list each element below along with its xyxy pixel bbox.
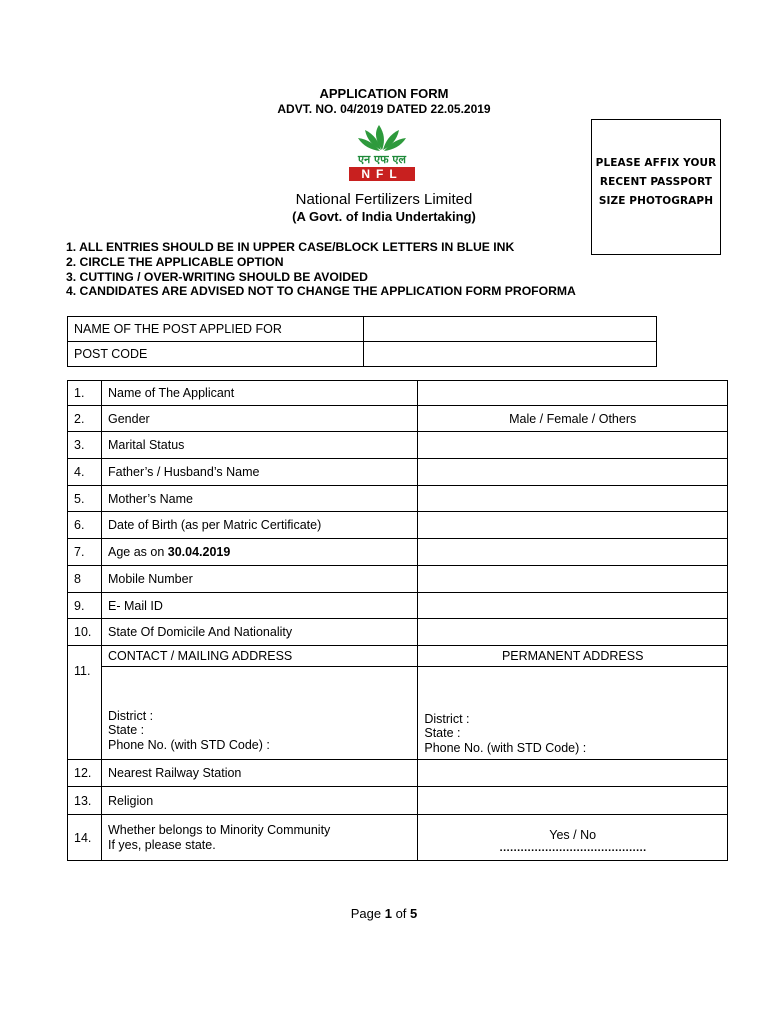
- table-row: [68, 512, 728, 539]
- table-row: [68, 593, 728, 619]
- row-label: Date of Birth (as per Matric Certificate): [101, 512, 417, 539]
- row-number: 10.: [68, 619, 102, 646]
- row-number: 2.: [68, 406, 102, 432]
- row-label: Mobile Number: [101, 566, 417, 593]
- row-label: Mother’s Name: [101, 486, 417, 512]
- row-number: 14.: [68, 815, 102, 861]
- instruction-2: 2. CIRCLE THE APPLICABLE OPTION: [66, 254, 284, 269]
- contact-address-header: CONTACT / MAILING ADDRESS: [101, 646, 417, 667]
- advertisement-number: ADVT. NO. 04/2019 DATED 22.05.2019: [277, 102, 491, 116]
- company-subtitle: (A Govt. of India Undertaking): [292, 209, 476, 224]
- page-number: [0, 906, 768, 921]
- nfl-logo-graphic: [343, 122, 421, 182]
- table-row: [68, 406, 728, 432]
- logo-nfl-text: NFL: [361, 167, 403, 181]
- table-row: [68, 619, 728, 646]
- address-header-row: [68, 646, 728, 667]
- minority-options: Yes / No: [549, 827, 597, 842]
- row-number: 9.: [68, 593, 102, 619]
- age-field[interactable]: [418, 539, 728, 566]
- minority-line-2: If yes, please state.: [107, 837, 216, 852]
- row-number: 11.: [68, 646, 102, 760]
- domicile-field[interactable]: [418, 619, 728, 646]
- table-row: [68, 815, 728, 861]
- minority-label: [101, 815, 417, 861]
- post-name-row: [68, 317, 657, 342]
- minority-line-1: Whether belongs to Minority Community: [107, 822, 331, 837]
- page-of: of: [391, 906, 411, 921]
- applicant-name-field[interactable]: [418, 381, 728, 406]
- row-number: 12.: [68, 760, 102, 787]
- permanent-phone: Phone No. (with STD Code) :: [424, 740, 587, 755]
- father-husband-name-field[interactable]: [418, 459, 728, 486]
- address-body-row: [68, 667, 728, 760]
- row-number: 8: [68, 566, 102, 593]
- email-field[interactable]: [418, 593, 728, 619]
- row-number: 7.: [68, 539, 102, 566]
- post-code-row: [68, 342, 657, 367]
- instruction-1: 1. ALL ENTRIES SHOULD BE IN UPPER CASE/BLOCK LETTERS IN BLUE INK: [66, 240, 515, 254]
- post-name-label: NAME OF THE POST APPLIED FOR: [68, 317, 364, 342]
- photo-line-1: PLEASE AFFIX YOUR: [595, 157, 717, 169]
- table-row: [68, 459, 728, 486]
- row-label: Gender: [101, 406, 417, 432]
- minority-field[interactable]: [418, 815, 728, 861]
- marital-status-field[interactable]: [418, 432, 728, 459]
- mobile-number-field[interactable]: [418, 566, 728, 593]
- photo-line-3: SIZE PHOTOGRAPH: [598, 195, 714, 207]
- row-label: State Of Domicile And Nationality: [101, 619, 417, 646]
- table-row: [68, 432, 728, 459]
- table-row: [68, 566, 728, 593]
- mother-name-field[interactable]: [418, 486, 728, 512]
- row-label: Religion: [101, 787, 417, 815]
- table-row: [68, 486, 728, 512]
- nfl-logo: [343, 122, 421, 182]
- railway-station-field[interactable]: [418, 760, 728, 787]
- table-row: [68, 381, 728, 406]
- contact-phone: Phone No. (with STD Code) :: [107, 737, 270, 752]
- applicant-details-table: [67, 380, 728, 861]
- page-prefix: Page: [350, 906, 385, 921]
- row-label: Nearest Railway Station: [101, 760, 417, 787]
- age-label-text: Age as on: [107, 545, 168, 559]
- age-date: 30.04.2019: [167, 545, 231, 559]
- post-code-field[interactable]: [364, 342, 657, 367]
- row-label: Marital Status: [101, 432, 417, 459]
- permanent-address-header: PERMANENT ADDRESS: [418, 646, 728, 667]
- gender-options[interactable]: Male / Female / Others: [418, 406, 728, 432]
- row-number: 6.: [68, 512, 102, 539]
- instruction-4: 4. CANDIDATES ARE ADVISED NOT TO CHANGE THE APPLICATION FORM PROFORMA: [66, 284, 576, 299]
- row-label: E- Mail ID: [101, 593, 417, 619]
- photo-instructions: [596, 154, 717, 211]
- table-row: [68, 787, 728, 815]
- permanent-state: State :: [424, 726, 461, 740]
- row-label: Father’s / Husband’s Name: [101, 459, 417, 486]
- company-name: National Fertilizers Limited: [295, 191, 473, 208]
- contact-state: State :: [107, 723, 145, 737]
- page-current: 1: [384, 906, 392, 921]
- photo-box: [591, 119, 721, 255]
- row-number: 13.: [68, 787, 102, 815]
- post-name-field[interactable]: [364, 317, 657, 342]
- logo-hindi-text: एन एफ एल: [358, 153, 406, 166]
- contact-address-field[interactable]: [101, 667, 417, 760]
- row-number: 1.: [68, 381, 102, 406]
- minority-dots: ……………………………………: [499, 841, 647, 854]
- post-code-label: POST CODE: [68, 342, 364, 367]
- row-number: 3.: [68, 432, 102, 459]
- contact-district: District :: [107, 708, 154, 723]
- instructions: [66, 240, 576, 299]
- table-row: [68, 760, 728, 787]
- page-total: 5: [410, 906, 418, 921]
- instruction-3: 3. CUTTING / OVER-WRITING SHOULD BE AVOIDED: [66, 269, 368, 284]
- date-of-birth-field[interactable]: [418, 512, 728, 539]
- table-row: [68, 539, 728, 566]
- religion-field[interactable]: [418, 787, 728, 815]
- row-label: [101, 539, 417, 566]
- row-number: 5.: [68, 486, 102, 512]
- photo-line-2: RECENT PASSPORT: [599, 176, 713, 188]
- post-table: [67, 316, 657, 367]
- permanent-district: District :: [424, 711, 470, 726]
- row-number: 4.: [68, 459, 102, 486]
- form-title: APPLICATION FORM: [319, 86, 449, 101]
- permanent-address-field[interactable]: [418, 667, 728, 760]
- row-label: Name of The Applicant: [101, 381, 417, 406]
